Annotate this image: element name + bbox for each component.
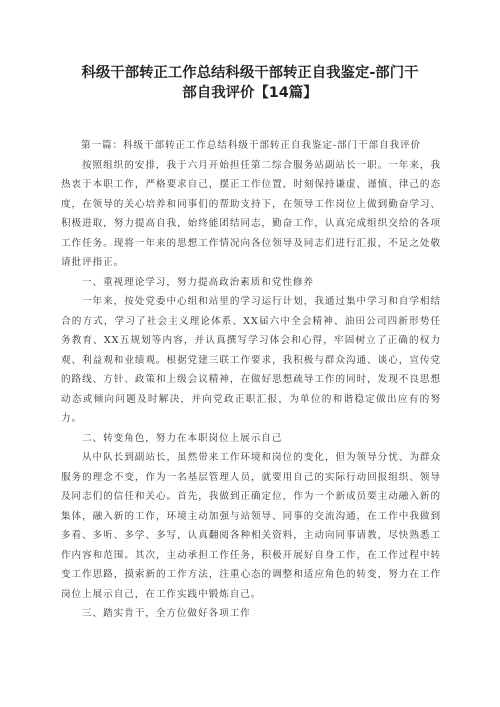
title-line-1: 科级干部转正工作总结科级干部转正自我鉴定-部门干 — [81, 65, 419, 81]
section-heading: 一、重视理论学习，努力提高政治素质和党性修养 — [82, 276, 314, 288]
body-paragraph: 按照组织的安排，我于六月开始担任第二综合服务站副站长一职。一年来，我热衷于本职工作，严格要求自己，摆正工作位置，时刻保持谦虚、谨慎、律己的态度，在领导的关心培养和同事们的帮助支持下，在领导工作岗位上做到勤奋学习、积极进取，努力提高自我，始终能团结同志，勤奋工作，认真完成组织交给的各项工作任务。现将一年来的思想工作情况向各位领导及同志们进行汇报，不足之处敬请批评指正。 — [61, 159, 441, 268]
document-title — [60, 63, 440, 103]
document-body — [61, 136, 441, 624]
title-line-2: 部自我评价【14篇】 — [182, 85, 318, 101]
section-heading: 二、转变角色，努力在本职岗位上展示自己 — [82, 432, 283, 444]
body-paragraph: 从中队长到副站长，虽然带来工作环境和岗位的变化，但为领导分忧、为群众服务的理念不变，作为一名基层管理人员，就要用自己的实际行动回报组织、领导及同志们的信任和关心。首先，我做到正确定位，作为一个新成员要主动融入新的集体，融入新的工作，环境主动加强与站领导、同事的交流沟通，在工作中我做到多看、多听、多学、多写，认真翻阅各种相关资料，主动向同事请教，尽快熟悉工作内容和范围。其次，主动承担工作任务，积极开展好自身工作，在工作过程中转变工作思路，摸索新的工作方法，注重心态的调整和适应角色的转变，努力在工作岗位上展示自己，在工作实践中锻炼自己。 — [61, 452, 441, 600]
section-heading: 三、踏实肯干，全方位做好各项工作 — [82, 608, 251, 619]
intro-paragraph: 第一篇：科级干部转正工作总结科级干部转正自我鉴定-部门干部自我评价 — [81, 140, 421, 151]
body-paragraph: 一年来，按处党委中心组和站里的学习运行计划，我通过集中学习和自学相结合的方式，学习了社会主义理论体系、XX届六中全会精神、油田公司四新形势任务教育、XX五规划等内容，并认真撰写学习体会和心得，牢固树立了正确的权力观、利益观和业绩观。根据党建三联工作要求，我积极与群众沟通、谈心，宣传党的路线、方针、政策和上级会议精神，在做好思想疏导工作的同时，发现不良思想动态或倾向问题及时解决，并向党政正职汇报，为单位的和谐稳定做出应有的努力。 — [61, 296, 441, 424]
